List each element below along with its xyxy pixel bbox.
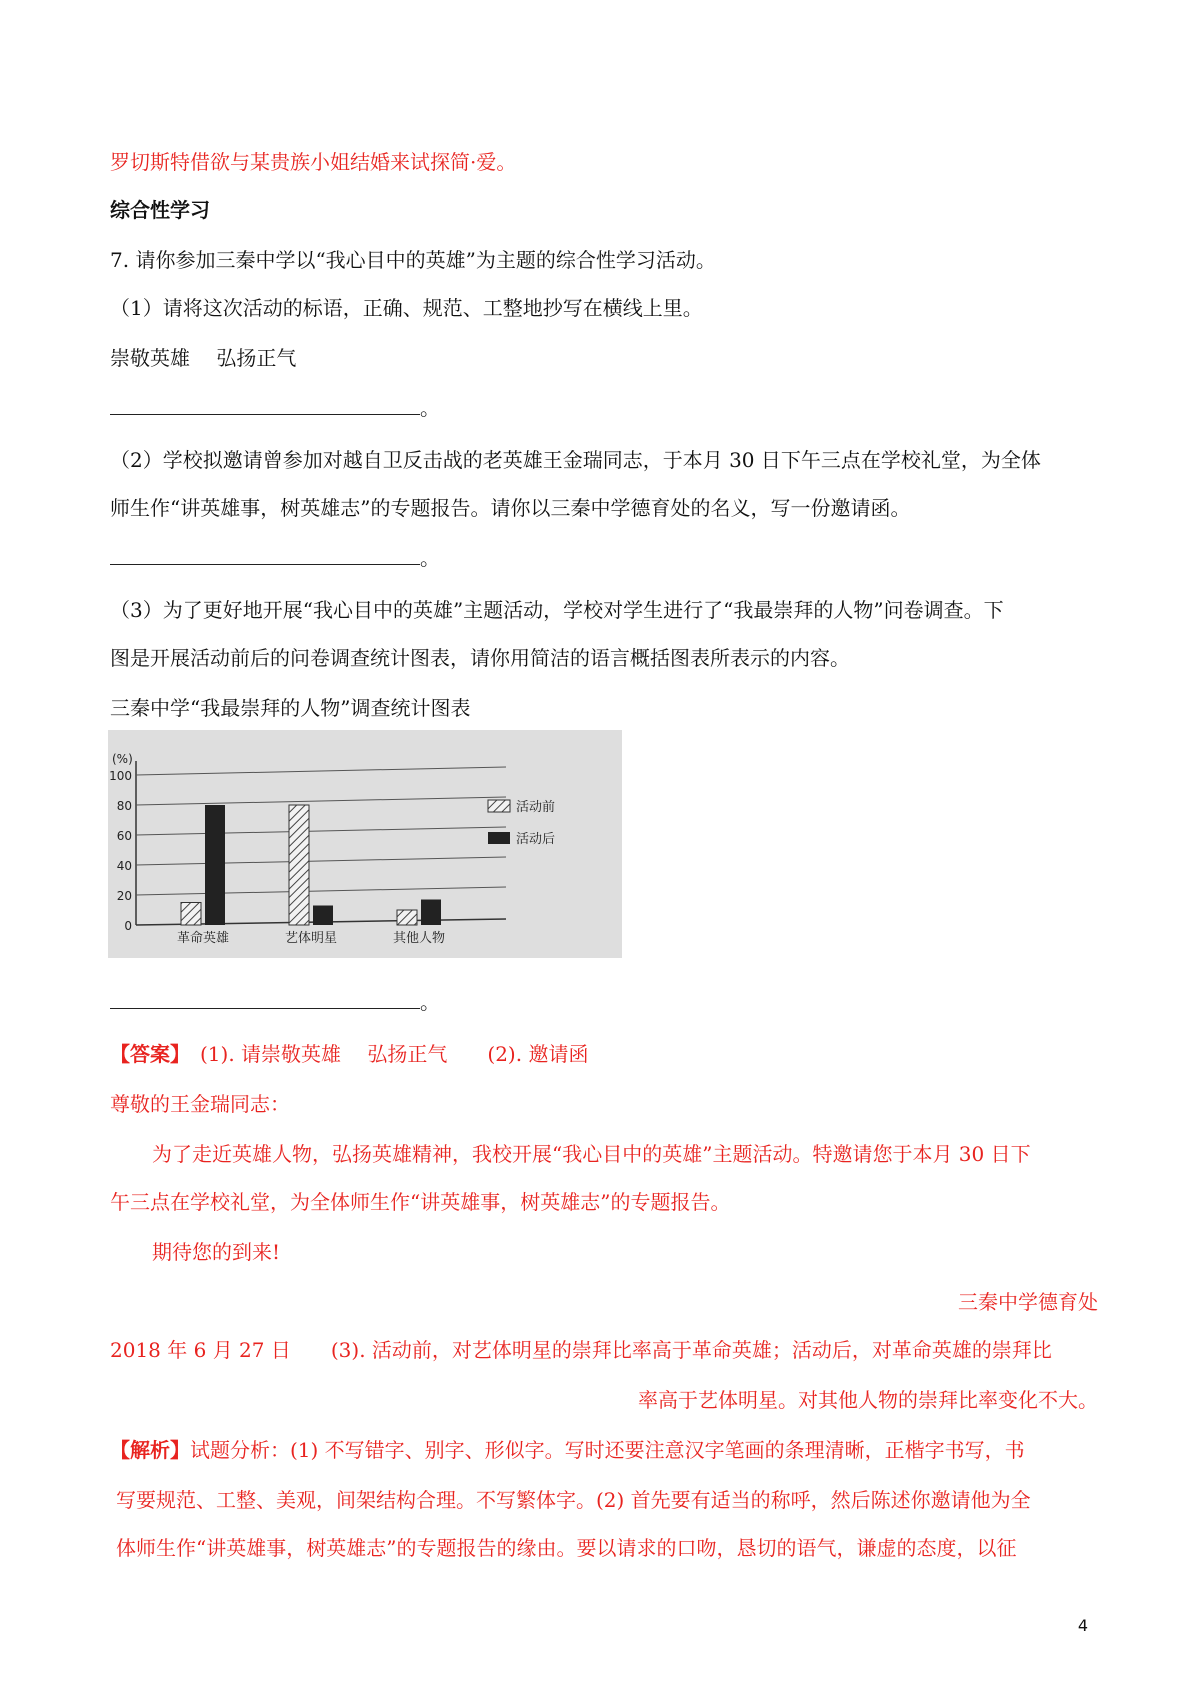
section-heading: 综合性学习 xyxy=(110,198,210,222)
blank-line xyxy=(110,396,420,415)
letter-date-answer3: 2018 年 6 月 27 日 (3). 活动前，对艺体明星的崇拜比率高于革命英雄；活动后，对革命英雄的崇拜比 xyxy=(110,1338,1052,1362)
survey-chart xyxy=(108,730,622,958)
gridline xyxy=(136,887,506,895)
question-7-3-line2: 图是开展活动前后的问卷调查统计图表，请你用简洁的语言概括图表所表示的内容。 xyxy=(110,646,850,670)
gridline xyxy=(136,767,506,775)
category-label: 其他人物 xyxy=(392,931,446,946)
legend-swatch-after xyxy=(488,832,510,844)
y-tick-label: 80 xyxy=(116,799,132,813)
letter-salutation: 尊敬的王金瑞同志： xyxy=(110,1092,290,1116)
letter-closing: 期待您的到来! xyxy=(152,1240,281,1264)
bar-after-1 xyxy=(205,805,225,925)
answer-blank-1 xyxy=(110,394,440,422)
chart-caption: 三秦中学“我最崇拜的人物”调查统计图表 xyxy=(110,696,471,720)
y-tick-label: 40 xyxy=(116,859,132,873)
bar-after-2 xyxy=(313,906,333,926)
legend-label-before: 活动前 xyxy=(516,800,556,815)
question-7: 7. 请你参加三秦中学以“我心目中的英雄”为主题的综合性学习活动。 xyxy=(110,248,716,272)
blank-period: 。 xyxy=(420,990,440,1014)
gridline xyxy=(136,827,506,835)
question-7-3-line1: （3）为了更好地开展“我心目中的英雄”主题活动，学校对学生进行了“我最崇拜的人物”问卷调查。下 xyxy=(110,598,1004,622)
answer-tag: 【答案】 xyxy=(110,1042,180,1066)
bar-before-1 xyxy=(181,903,201,926)
answer-line xyxy=(110,1040,588,1068)
letter-body-1: 为了走近英雄人物，弘扬英雄精神，我校开展“我心目中的英雄”主题活动。特邀请您于本月 30 日下 xyxy=(152,1142,1031,1166)
answer-blank-2 xyxy=(110,544,440,572)
gridline xyxy=(136,797,506,805)
letter-signature: 三秦中学德育处 xyxy=(958,1290,1098,1314)
analysis-text-1: 试题分析：(1) 不写错字、别字、形似字。写时还要注意汉字笔画的条理清晰，正楷字书写，书 xyxy=(190,1438,1025,1462)
bar-after-3 xyxy=(421,900,441,926)
blank-line xyxy=(110,990,420,1009)
legend-label-after: 活动后 xyxy=(516,832,556,847)
page-number: 4 xyxy=(1077,1616,1088,1635)
y-tick-label: 20 xyxy=(116,889,132,903)
category-label: 艺体明星 xyxy=(284,931,338,946)
gridline xyxy=(136,857,506,865)
analysis-line-2: 写要规范、工整、美观，间架结构合理。不写繁体字。(2) 首先要有适当的称呼，然后陈述你邀请他为全 xyxy=(116,1488,1031,1512)
question-7-2-line2: 师生作“讲英雄事，树英雄志”的专题报告。请你以三秦中学德育处的名义，写一份邀请函。 xyxy=(110,496,911,520)
blank-period: 。 xyxy=(420,396,440,420)
answer-3-cont: 率高于艺体明星。对其他人物的崇拜比率变化不大。 xyxy=(638,1388,1098,1412)
survey-chart-svg xyxy=(108,730,622,958)
letter-body-2: 午三点在学校礼堂，为全体师生作“讲英雄事，树英雄志”的专题报告。 xyxy=(110,1190,731,1214)
analysis-line-1 xyxy=(110,1436,1025,1464)
legend-swatch-before xyxy=(488,800,510,812)
answer-blank-3 xyxy=(110,988,440,1016)
question-7-2-line1: （2）学校拟邀请曾参加对越自卫反击战的老英雄王金瑞同志，于本月 30 日下午三点在学校礼堂，为全体 xyxy=(110,448,1041,472)
question-7-1: （1）请将这次活动的标语，正确、规范、工整地抄写在横线上里。 xyxy=(110,296,703,320)
y-tick-label: 100 xyxy=(109,769,132,783)
y-unit-label: (%) xyxy=(112,752,133,766)
blank-line xyxy=(110,546,420,565)
slogan-text: 崇敬英雄 弘扬正气 xyxy=(110,346,297,370)
analysis-tag: 【解析】 xyxy=(110,1438,190,1462)
bar-before-2 xyxy=(289,805,309,925)
bar-before-3 xyxy=(397,910,417,925)
answer-1-2: (1). 请崇敬英雄 弘扬正气 (2). 邀请函 xyxy=(180,1042,589,1066)
category-label: 革命英雄 xyxy=(176,931,230,946)
answer-continuation: 罗切斯特借欲与某贵族小姐结婚来试探简·爱。 xyxy=(110,150,517,174)
blank-period: 。 xyxy=(420,546,440,570)
y-tick-label: 0 xyxy=(124,919,132,933)
y-tick-label: 60 xyxy=(116,829,132,843)
analysis-line-3: 体师生作“讲英雄事，树英雄志”的专题报告的缘由。要以请求的口吻，恳切的语气，谦虚的态度，以征 xyxy=(116,1536,1017,1560)
